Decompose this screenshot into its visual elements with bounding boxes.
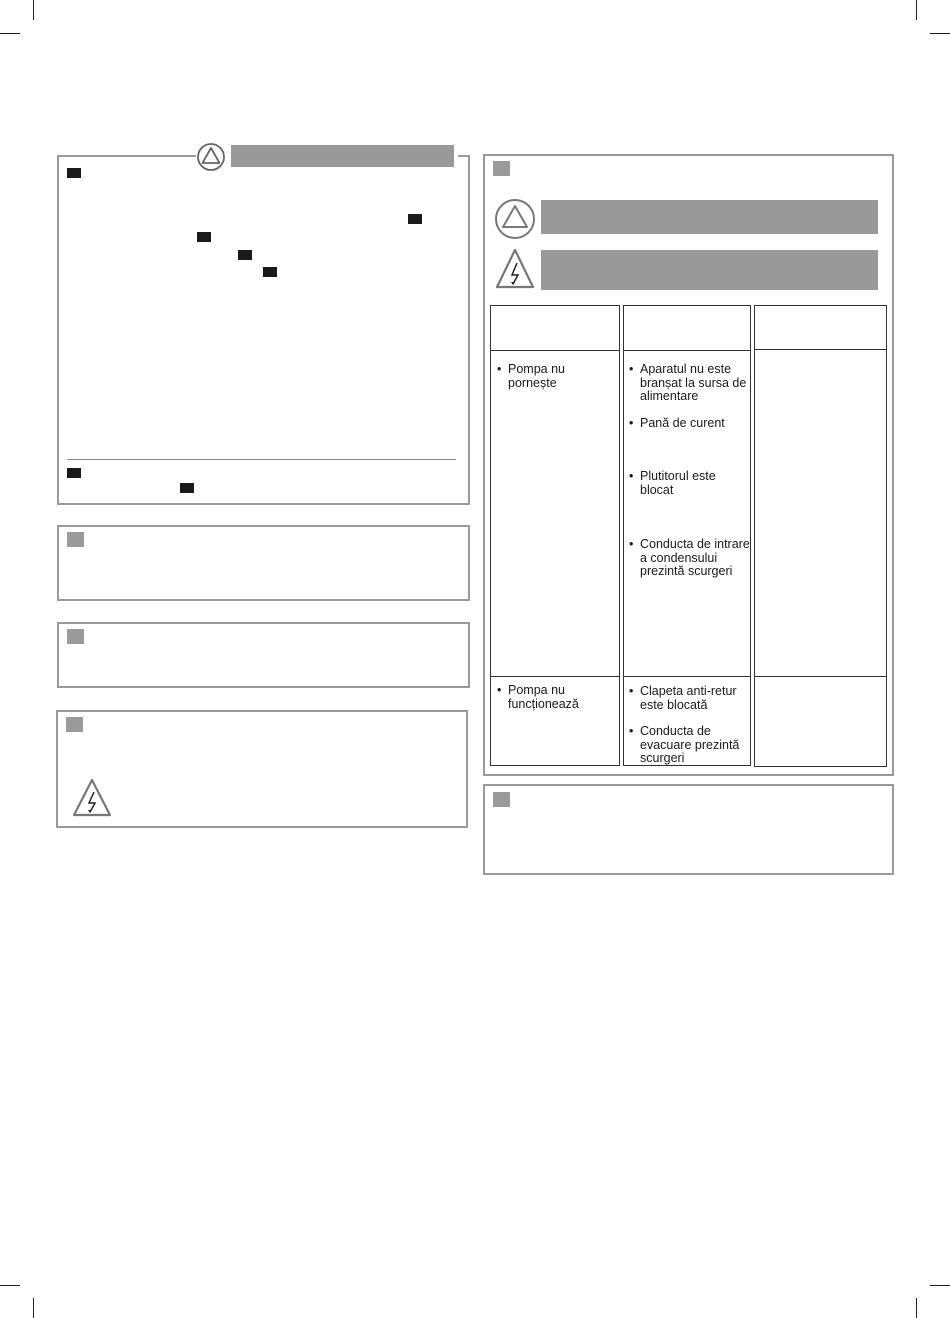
step-marker [180, 483, 194, 493]
section-box [483, 784, 894, 875]
section-marker [493, 161, 510, 176]
step-marker [67, 468, 81, 478]
caution-grey-bar [541, 200, 878, 234]
cause-text: • Pană de curent [629, 417, 752, 431]
caution-grey-bar [231, 145, 454, 167]
table-header-problem [490, 305, 620, 352]
crop-mark [916, 1298, 917, 1318]
cause-text: • Aparatul nu este branșat la sursa de alimentare [629, 363, 752, 404]
section-marker [66, 717, 83, 732]
crop-mark [916, 0, 917, 20]
cause-text: • Conducta de intrare a condensului prezintă scurgeri [629, 538, 752, 579]
step-marker [67, 168, 81, 178]
problem-text: • Pompa nu funcționează [497, 684, 608, 711]
caution-header [196, 142, 458, 172]
crop-mark [0, 1285, 20, 1286]
electric-hazard-icon [494, 248, 536, 290]
caution-triangle-circle-icon [196, 142, 226, 172]
cause-text: • Clapeta anti-retur este blocată [629, 685, 752, 712]
electric-hazard-icon [71, 777, 113, 819]
section-box [57, 525, 470, 601]
caution-triangle-circle-icon [494, 198, 536, 240]
table-row-2-solution [754, 676, 887, 767]
section-marker [67, 629, 84, 644]
step-marker [238, 250, 252, 260]
installation-box [57, 155, 470, 505]
crop-mark [33, 1298, 34, 1318]
crop-mark [930, 1285, 950, 1286]
step-marker [408, 214, 422, 224]
table-row-1-solution [754, 349, 887, 678]
divider [67, 459, 456, 460]
cause-text: • Conducta de evacuare prezintă scurgeri [629, 725, 752, 766]
section-box [57, 622, 470, 688]
table-header-cause [623, 305, 751, 352]
problem-text: • Pompa nu pornește [497, 363, 608, 390]
section-marker [67, 532, 84, 547]
crop-mark [0, 33, 20, 34]
section-marker [493, 792, 510, 807]
crop-mark [33, 0, 34, 20]
section-box [56, 710, 468, 828]
step-marker [263, 267, 277, 277]
table-header-solution [754, 305, 887, 351]
step-marker [197, 232, 211, 242]
table-row-1-problem [490, 350, 620, 678]
cause-text: • Plutitorul este blocat [629, 470, 740, 497]
electric-grey-bar [541, 250, 878, 290]
crop-mark [930, 33, 950, 34]
